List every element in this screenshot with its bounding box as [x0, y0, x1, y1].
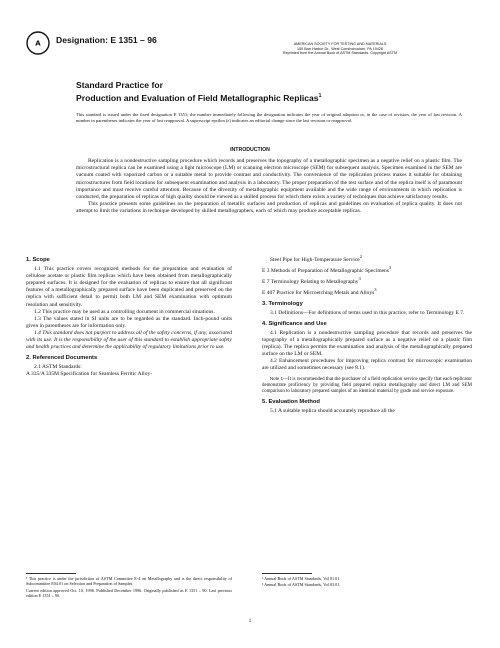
paragraph-1-4: 1.4 This standard does not purport to address all of the safety concerns, if any, associated with its use. It is the responsibility of the user of this standard to establish appropriate safety and health practices and determine the applicability of regulatory limitations prior to use. — [26, 329, 232, 351]
intro-paragraph: Replication is a nondestructive sampling procedure which records and preserves the topography of a metallographic specimen as a negative relief on a plastic film. The microstructural replica can be examined using a light microscope (LM) or scanning electron microscope (SEM) for subsequent analysis. Specimen examined in the SEM are vacuum coated with vaporized carbon or a suitable metal to provide contrast and conductivity. The convenience of the replication process makes it suitable for obtaining microstructures from field locations for subsequent examination and analysis in a laboratory. The proper preparation of the test surface and of the replica itself is of paramount importance and must receive careful attention. Because of the diversity of metallographic equipment available and the wide range of environments in which replication is conducted, the preparation of replicas of high quality should be viewed as a skilled process for which there exists a variety of techniques that achieve satisfactory results. — [76, 158, 462, 201]
note-label: Note 1 — [270, 375, 284, 381]
title-line-1: Standard Practice for — [76, 80, 163, 90]
introduction — [76, 158, 462, 216]
paragraph-4-1: 4.1 Replication is a nondestructive sampling procedure that records and preserves the topography of a metallographically prepared surface as a negative relief on a plastic film (replica). The replica permits the examination and analysis of the metallographically prepared surface on the LM or SEM. — [262, 329, 472, 358]
paragraph-3-1: 3.1 Definitions—For definitions of terms used in this practice, refer to Terminology E 7. — [270, 309, 465, 316]
reference-e3: E 3 Methods of Preparation of Metallographic Specimens$^3$ — [262, 264, 392, 274]
footnotes-left — [26, 576, 232, 599]
footnote: Current edition approved Oct. 10, 1996. Published December 1996. Originally published as E 1351 – 90. Last previous edition E 1351 – 90. — [26, 587, 232, 598]
intro-paragraph: This practice presents some guidelines on the preparation of metallic surfaces and production of replicas and guidelines on evaluation of replica quality. It does not attempt to limit the variations in technique developed by skilled metallographers, each of which may produce acceptable replicas. — [76, 201, 462, 215]
footnote-mark: 2 — [359, 254, 363, 259]
page-number: 1 — [248, 618, 252, 624]
paragraph-2-1: 2.1 ASTM Standards: — [34, 364, 82, 371]
note-1 — [262, 376, 472, 395]
footnote-mark: 3 — [374, 286, 377, 292]
section-heading-terminology: 3. Terminology — [262, 300, 303, 307]
right-column — [262, 253, 472, 415]
paragraph-1-1: 1.1 This practice covers recognized methods for the preparation and evaluation of cellulose acetate or plastic film replicas which have been obtained from metallographically prepared surfaces. It is designed for the evaluation of replicas to ensure that all significant features of a metallographically prepared surface have been duplicated and preserved on the replica with sufficient detail to permit both LM and SEM examination with optimum resolution and sensitivity. — [26, 266, 232, 308]
society-line: 100 Barr Harbor Dr., West Conshohocken, PA 19428 — [297, 46, 383, 51]
footnote: ³ Annual Book of ASTM Standards, Vol 03.01. — [262, 582, 341, 588]
reference-a335-cont: Steel Pipe for High-Temperature Service$^2$ — [270, 254, 363, 263]
reference-a335: A 335/A 335M Specification for Seamless Ferritic Alloy- — [26, 371, 153, 378]
paragraph-1-3: 1.3 The values stated in SI units are to be regarded as the standard. Inch-pound units given in parentheses are for information only. — [26, 315, 232, 329]
footnote: ¹ This practice is under the jurisdiction of ASTM Committee E-4 on Metallography and is the direct responsibility of Subcommittee E04.01 on Selection and Preparation of Samples. — [26, 576, 232, 587]
footnote-mark: 3 — [358, 275, 361, 281]
reference-e7: E 7 Terminology Relating to Metallography$^3$ — [262, 275, 361, 285]
title-text: Production and Evaluation of Field Metallographic Replicas — [76, 92, 319, 103]
footnote-mark: 3 — [388, 264, 392, 270]
paragraph-4-2: 4.2 Enhancement procedures for improving replica contrast for microscopic examination are utilized and sometimes necessary (see 8.1). — [262, 358, 472, 372]
footnote-divider — [26, 573, 76, 574]
society-line: AMERICAN SOCIETY FOR TESTING AND MATERIALS — [293, 42, 387, 46]
section-heading-referenced-documents: 2. Referenced Documents — [26, 355, 98, 362]
footnote-divider — [262, 573, 312, 574]
section-heading-significance: 4. Significance and Use — [262, 320, 327, 327]
society-info — [240, 42, 440, 56]
title-line-2 — [76, 91, 456, 104]
footnote: ² Annual Book of ASTM Standards, Vol 01.01. — [262, 576, 341, 581]
section-heading-evaluation: 5. Evaluation Method — [262, 398, 320, 405]
paragraph-5-1: 5.1 A suitable replica should accurately reproduce all the — [270, 407, 395, 414]
intro-heading: INTRODUCTION — [230, 147, 270, 153]
designation: Designation: E 1351 – 96 — [56, 35, 157, 45]
document-title — [76, 80, 456, 104]
reference-e407: E 407 Practice for Microetching Metals and Alloys$^3$ — [262, 286, 377, 296]
astm-logo-icon — [26, 30, 50, 56]
left-column — [26, 253, 232, 379]
society-line: Reprinted from the Annual Book of ASTM Standards. Copyright ASTM — [282, 51, 398, 55]
document-header — [26, 30, 476, 60]
issued-statement: This standard is issued under the fixed designation E 1351; the number immediately following the designation indicates the year of original adoption or, in the case of revision, the year of last revision. A number in parentheses indicates the year of last reapproval. A superscript epsilon (ε) indicates an editorial change since the last revision or reapproval. — [76, 112, 462, 123]
paragraph-1-2: 1.2 This practice may be used as a controlling document in commercial situations. — [34, 308, 215, 315]
svg-text:A: A — [35, 39, 41, 48]
footnote-mark: 1 — [318, 93, 322, 99]
note-text: —It is recommended that the purchaser of a field replication service specify that each replicator demonstrate proficiency by providing field prepared replica metallography and direct LM and SEM comparison to laboratory prepared samples of an identical material by grade and service exposure. — [262, 376, 472, 394]
footnotes-right — [262, 576, 472, 589]
section-heading-scope: 1. Scope — [26, 257, 50, 263]
